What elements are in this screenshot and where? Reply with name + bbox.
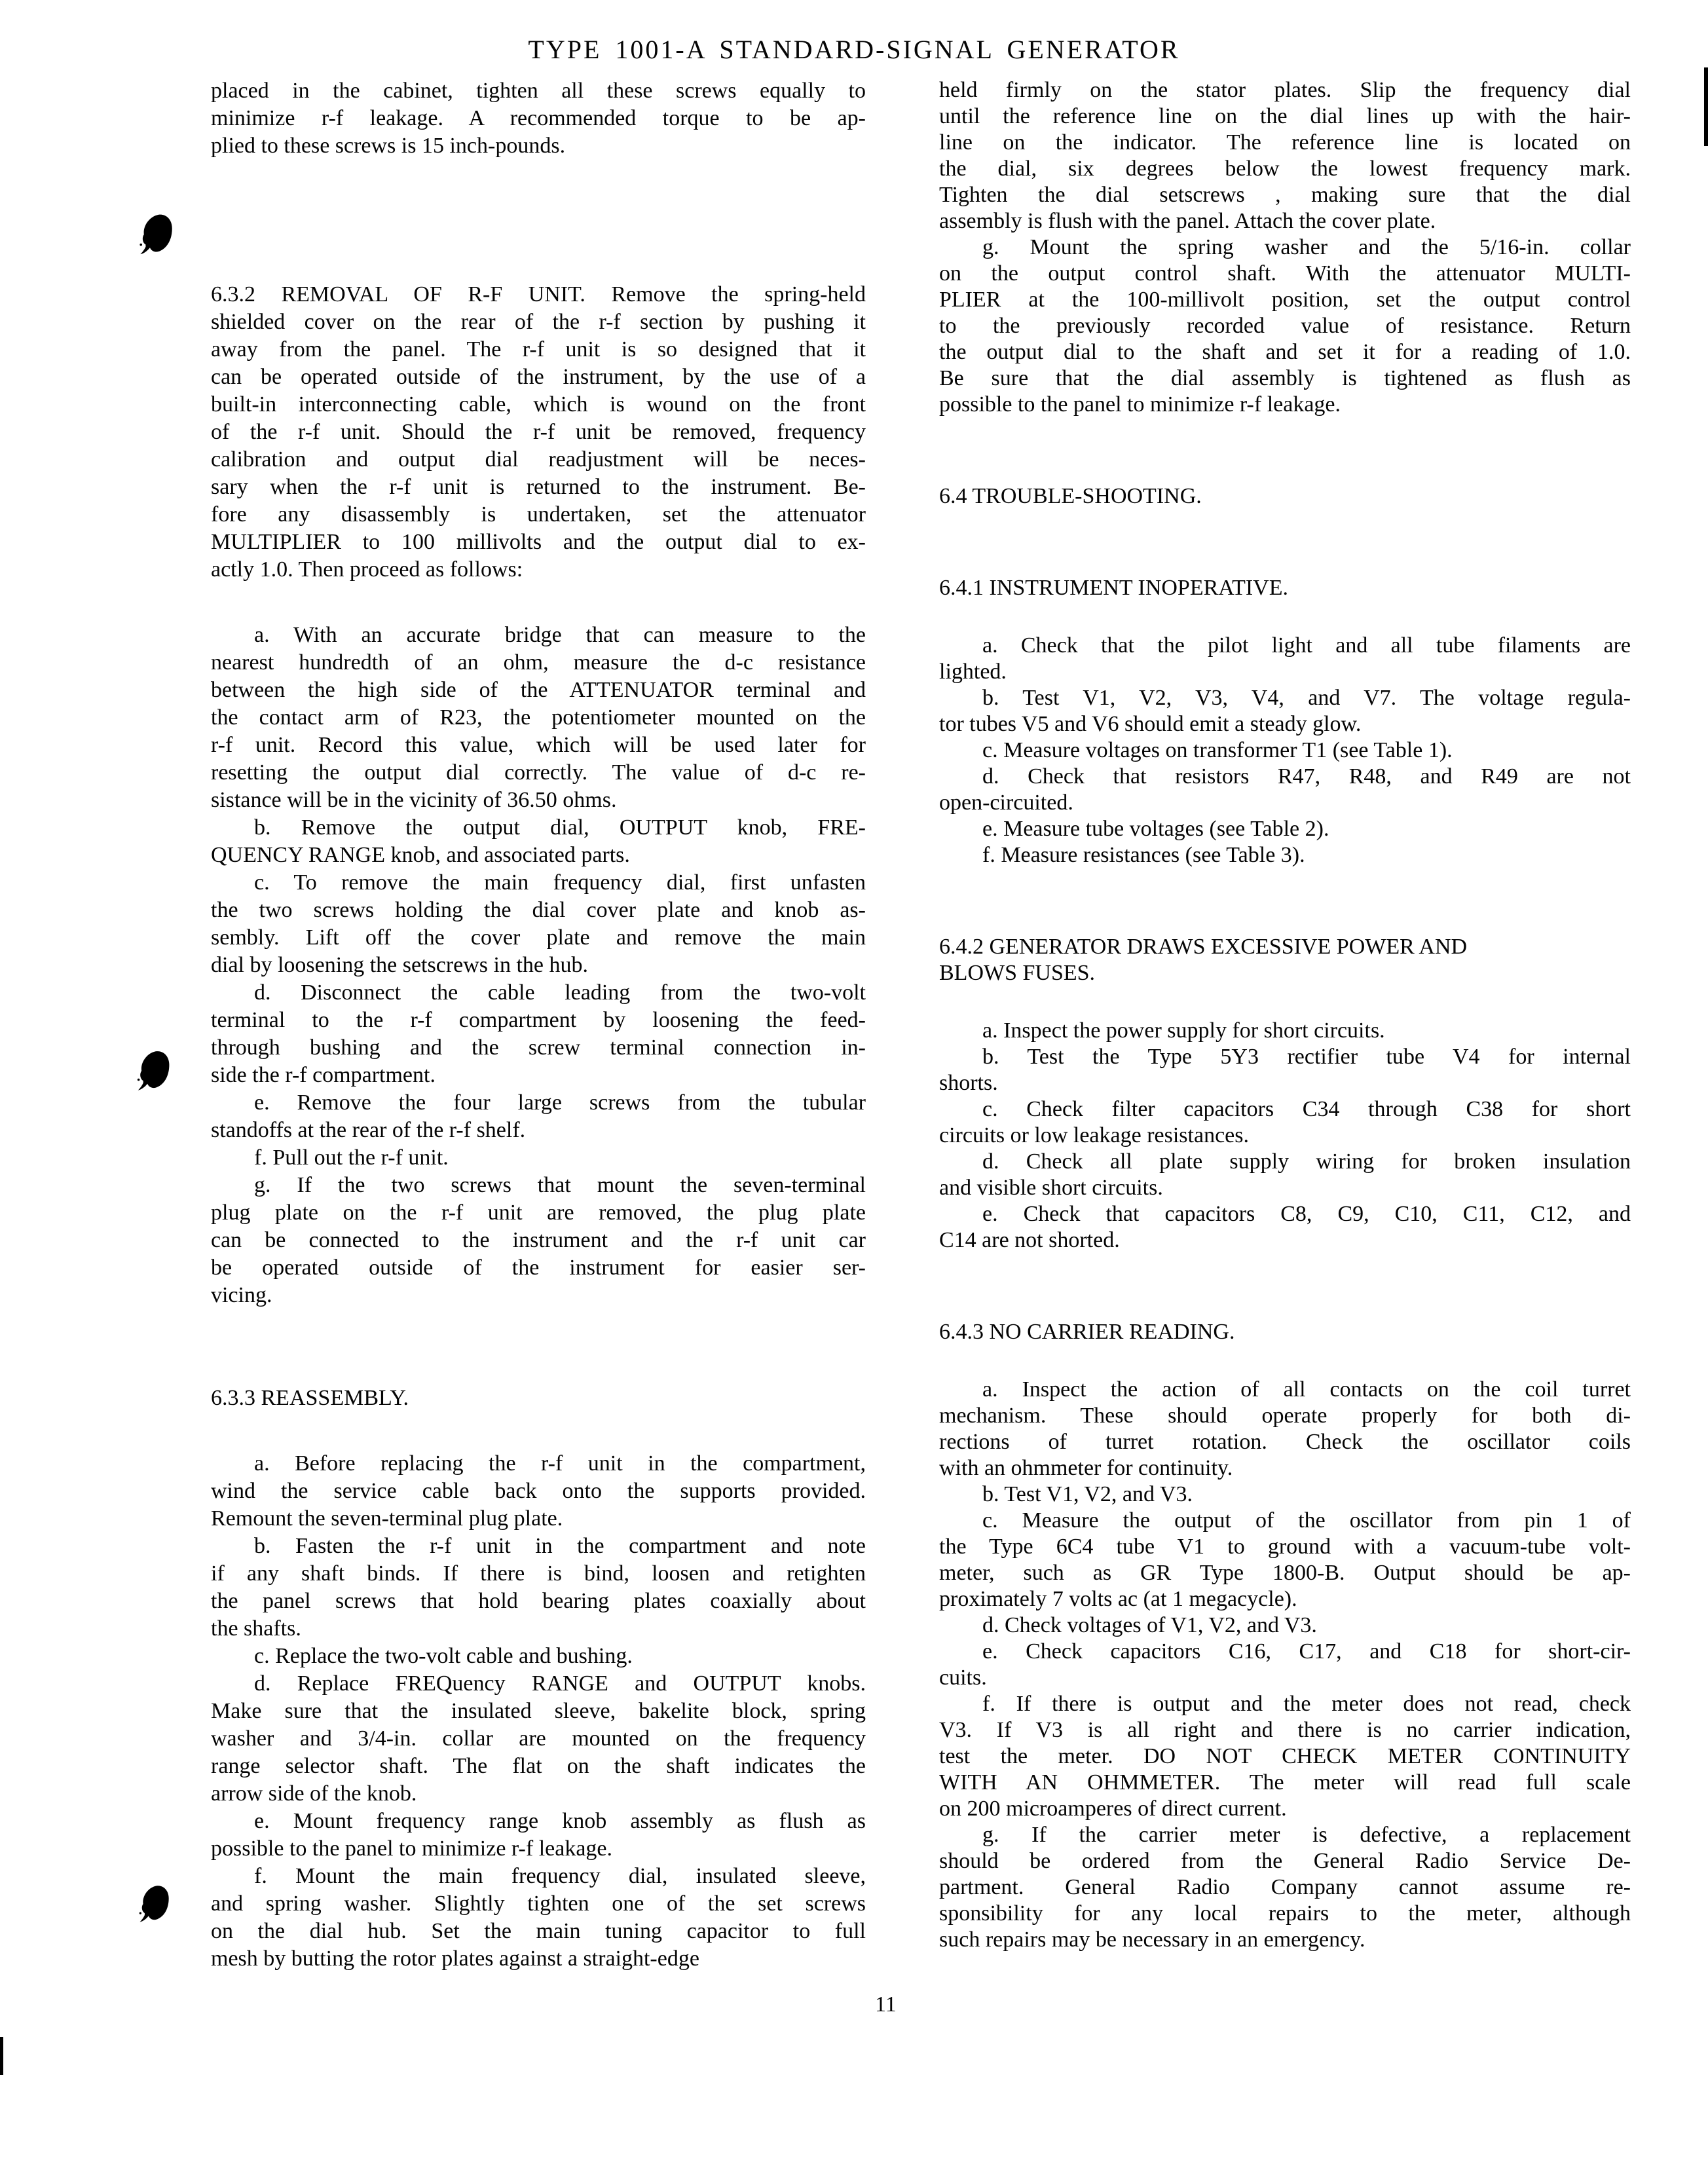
text-line: f. If there is output and the meter does not read, check xyxy=(982,1692,1631,1716)
text-line: vicing. xyxy=(211,1283,272,1307)
text-line: e. Mount frequency range knob assembly as flush as xyxy=(254,1809,866,1833)
text-line: f. Pull out the r-f unit. xyxy=(254,1145,449,1170)
text-line: held firmly on the stator plates. Slip the frequency dial xyxy=(939,78,1631,102)
text-line: b. Fasten the r-f unit in the compartment and note xyxy=(254,1534,866,1558)
text-line: circuits or low leakage resistances. xyxy=(939,1123,1249,1147)
text-line: Remount the seven-terminal plug plate. xyxy=(211,1506,563,1531)
text-line: be operated outside of the instrument for easier ser- xyxy=(211,1256,866,1280)
text-line: shorts. xyxy=(939,1071,998,1095)
text-line: arrow side of the knob. xyxy=(211,1781,417,1806)
text-line: sary when the r-f unit is returned to the instrument. Be- xyxy=(211,475,866,499)
text-line: test the meter. DO NOT CHECK METER CONTINUITY xyxy=(939,1744,1631,1768)
section-heading xyxy=(939,1319,1631,1345)
paragraph xyxy=(211,979,866,1089)
text-line: plied to these screws is 15 inch-pounds. xyxy=(211,134,566,158)
text-line: can be operated outside of the instrument, by the use of a xyxy=(211,365,866,389)
text-line: such repairs may be necessary in an emergency. xyxy=(939,1927,1365,1952)
text-line: d. Check that resistors R47, R48, and R49 are not xyxy=(982,764,1631,789)
text-line: wind the service cable back onto the supports provided. xyxy=(211,1479,866,1503)
text-line: b. Test V1, V2, and V3. xyxy=(982,1482,1193,1506)
paragraph xyxy=(939,737,1631,764)
text-line: built-in interconnecting cable, which is wound on the front xyxy=(211,392,866,417)
text-line: a. Inspect the action of all contacts on the coil turret xyxy=(982,1377,1631,1402)
text-line: on the dial hub. Set the main tuning capacitor to full xyxy=(211,1919,866,1943)
text-line: the dial, six degrees below the lowest frequency mark. xyxy=(939,157,1631,181)
paragraph xyxy=(211,1808,866,1863)
text-line: d. Check voltages of V1, V2, and V3. xyxy=(982,1613,1317,1637)
text-line: d. Check all plate supply wiring for broken insulation xyxy=(982,1149,1631,1174)
text-line: e. Check that capacitors C8, C9, C10, C11, C12, and xyxy=(982,1202,1631,1226)
text-line: dial by loosening the setscrews in the hub. xyxy=(211,953,589,977)
text-columns xyxy=(211,77,1631,1973)
text-line: Be sure that the dial assembly is tightened as flush as xyxy=(939,366,1631,390)
scan-edge-mark xyxy=(0,2037,3,2075)
paragraph xyxy=(211,869,866,979)
text-line: c. To remove the main frequency dial, first unfasten xyxy=(254,870,866,895)
paragraph xyxy=(939,1377,1631,1481)
paragraph xyxy=(211,1643,866,1670)
paragraph xyxy=(939,234,1631,418)
text-line: possible to the panel to minimize r-f leakage. xyxy=(211,1836,613,1861)
text-line: the panel screws that hold bearing plates coaxially about xyxy=(211,1589,866,1613)
section-heading xyxy=(211,1385,866,1412)
text-line: g. If the two screws that mount the seven-terminal xyxy=(254,1173,866,1197)
text-line: the shafts. xyxy=(211,1616,301,1641)
text-line: fore any disassembly is undertaken, set the attenuator xyxy=(211,502,866,527)
text-line: side the r-f compartment. xyxy=(211,1063,436,1087)
text-line: g. Mount the spring washer and the 5/16-in. collar xyxy=(982,235,1631,259)
text-line: Make sure that the insulated sleeve, bakelite block, spring xyxy=(211,1699,866,1723)
paragraph xyxy=(939,842,1631,868)
paragraph xyxy=(211,622,866,814)
paragraph xyxy=(211,1089,866,1144)
text-line: C14 are not shorted. xyxy=(939,1228,1120,1252)
text-line: sembly. Lift off the cover plate and remove the main xyxy=(211,925,866,950)
text-line: standoffs at the rear of the r-f shelf. xyxy=(211,1118,526,1142)
text-line: shielded cover on the rear of the r-f section by pushing it xyxy=(211,310,866,334)
paragraph xyxy=(939,1201,1631,1254)
text-line: d. Replace FREQuency RANGE and OUTPUT knobs. xyxy=(254,1671,866,1696)
paragraph xyxy=(939,77,1631,234)
text-line: c. Measure voltages on transformer T1 (see Table 1). xyxy=(982,738,1453,762)
paragraph xyxy=(211,1863,866,1973)
text-line: b. Remove the output dial, OUTPUT knob, FRE- xyxy=(254,815,866,840)
paragraph xyxy=(211,1670,866,1808)
section-heading xyxy=(939,483,1631,510)
text-line: rections of turret rotation. Check the oscillator coils xyxy=(939,1430,1631,1454)
text-line: nearest hundredth of an ohm, measure the d-c resistance xyxy=(211,650,866,675)
paragraph xyxy=(211,1450,866,1533)
text-line: a. With an accurate bridge that can measure to the xyxy=(254,623,866,647)
text-line: a. Check that the pilot light and all tube filaments are xyxy=(982,633,1631,658)
text-line: 6.3.2 REMOVAL OF R-F UNIT. Remove the spring-held xyxy=(211,282,866,307)
text-line: can be connected to the instrument and the r-f unit car xyxy=(211,1228,866,1252)
text-line: g. If the carrier meter is defective, a replacement xyxy=(982,1823,1631,1847)
text-line: c. Check filter capacitors C34 through C38 for short xyxy=(982,1097,1631,1121)
text-line: Tighten the dial setscrews , making sure that the dial xyxy=(939,183,1631,207)
text-line: d. Disconnect the cable leading from the two-volt xyxy=(254,980,866,1005)
text-line: to the previously recorded value of resistance. Return xyxy=(939,314,1631,338)
paragraph xyxy=(211,281,866,584)
ink-blot xyxy=(136,1047,172,1095)
text-line: on 200 microamperes of direct current. xyxy=(939,1797,1287,1821)
text-line: and visible short circuits. xyxy=(939,1176,1163,1200)
section-heading xyxy=(939,575,1631,601)
paragraph xyxy=(939,633,1631,685)
paragraph xyxy=(939,1481,1631,1508)
text-line: tor tubes V5 and V6 should emit a steady glow. xyxy=(939,712,1362,736)
text-line: partment. General Radio Company cannot assume re- xyxy=(939,1875,1631,1899)
text-line: calibration and output dial readjustment will be neces- xyxy=(211,447,866,472)
text-line: between the high side of the ATTENUATOR terminal and xyxy=(211,678,866,702)
text-line: 6.3.3 REASSEMBLY. xyxy=(211,1386,409,1410)
paragraph xyxy=(211,1533,866,1643)
text-line: PLIER at the 100-millivolt position, set the output control xyxy=(939,288,1631,312)
paragraph xyxy=(211,814,866,869)
paragraph xyxy=(939,1612,1631,1639)
text-line: sponsibility for any local repairs to the meter, although xyxy=(939,1901,1631,1926)
text-line: r-f unit. Record this value, which will be used later for xyxy=(211,733,866,757)
paragraph xyxy=(939,1044,1631,1096)
text-line: the Type 6C4 tube V1 to ground with a vacuum-tube volt- xyxy=(939,1535,1631,1559)
text-line: mechanism. These should operate properly for both di- xyxy=(939,1404,1631,1428)
text-line: should be ordered from the General Radio Service De- xyxy=(939,1849,1631,1873)
text-line: mesh by butting the rotor plates against a straight-edge xyxy=(211,1946,699,1971)
text-line: through bushing and the screw terminal connection in- xyxy=(211,1035,866,1060)
text-line: possible to the panel to minimize r-f leakage. xyxy=(939,392,1341,417)
left-column xyxy=(211,77,866,1973)
text-line: a. Before replacing the r-f unit in the compartment, xyxy=(254,1451,866,1476)
text-line: meter, such as GR Type 1800-B. Output should be ap- xyxy=(939,1561,1631,1585)
text-line: on the output control shaft. With the attenuator MULTI- xyxy=(939,261,1631,286)
text-line: placed in the cabinet, tighten all these screws equally to xyxy=(211,79,866,103)
text-line: assembly is flush with the panel. Attach the cover plate. xyxy=(939,209,1436,233)
text-line: WITH AN OHMMETER. The meter will read full scale xyxy=(939,1770,1631,1795)
text-line: and spring washer. Slightly tighten one of the set screws xyxy=(211,1891,866,1916)
scan-edge-mark xyxy=(1704,67,1708,146)
paragraph xyxy=(211,1144,866,1172)
paragraph xyxy=(939,1691,1631,1822)
paragraph xyxy=(211,1172,866,1309)
text-line: actly 1.0. Then proceed as follows: xyxy=(211,557,523,582)
text-line: terminal to the r-f compartment by loosening the feed- xyxy=(211,1008,866,1032)
paragraph xyxy=(939,1508,1631,1612)
text-line: b. Test the Type 5Y3 rectifier tube V4 for internal xyxy=(982,1045,1631,1069)
text-line: c. Replace the two-volt cable and bushing. xyxy=(254,1644,633,1668)
text-line: open-circuited. xyxy=(939,791,1073,815)
right-column xyxy=(939,77,1631,1973)
text-line: sistance will be in the vicinity of 36.50 ohms. xyxy=(211,788,617,812)
text-line: e. Check capacitors C16, C17, and C18 for short-cir- xyxy=(982,1639,1631,1664)
page-number: 11 xyxy=(875,1992,897,2017)
paragraph xyxy=(939,1096,1631,1149)
text-line: the two screws holding the dial cover plate and knob as- xyxy=(211,898,866,922)
text-line: lighted. xyxy=(939,660,1007,684)
text-line: the output dial to the shaft and set it for a reading of 1.0. xyxy=(939,340,1631,364)
section-heading xyxy=(939,934,1631,986)
text-line: e. Measure tube voltages (see Table 2). xyxy=(982,817,1329,841)
text-line: with an ohmmeter for continuity. xyxy=(939,1456,1233,1480)
text-line: V3. If V3 is all right and there is no carrier indication, xyxy=(939,1718,1631,1742)
paragraph xyxy=(939,685,1631,737)
text-line: line on the indicator. The reference line is located on xyxy=(939,130,1631,155)
text-line: of the r-f unit. Should the r-f unit be removed, frequency xyxy=(211,420,866,444)
text-line: b. Test V1, V2, V3, V4, and V7. The voltage regula- xyxy=(982,686,1631,710)
text-line: 6.4.3 NO CARRIER READING. xyxy=(939,1320,1235,1344)
text-line: f. Mount the main frequency dial, insulated sleeve, xyxy=(254,1864,866,1888)
text-line: the contact arm of R23, the potentiometer mounted on the xyxy=(211,705,866,730)
text-line: proximately 7 volts ac (at 1 megacycle). xyxy=(939,1587,1297,1611)
text-line: MULTIPLIER to 100 millivolts and the output dial to ex- xyxy=(211,530,866,554)
paragraph xyxy=(211,77,866,160)
text-line: cuits. xyxy=(939,1666,987,1690)
paragraph xyxy=(939,1018,1631,1044)
paragraph xyxy=(939,1149,1631,1201)
ink-blot xyxy=(138,1881,171,1927)
text-line: 6.4.1 INSTRUMENT INOPERATIVE. xyxy=(939,576,1288,600)
text-line: e. Remove the four large screws from the tubular xyxy=(254,1090,866,1115)
text-line: until the reference line on the dial lines up with the hair- xyxy=(939,104,1631,128)
text-line: BLOWS FUSES. xyxy=(939,961,1096,985)
text-line: plug plate on the r-f unit are removed, the plug plate xyxy=(211,1201,866,1225)
text-line: away from the panel. The r-f unit is so designed that it xyxy=(211,337,866,362)
text-line: range selector shaft. The flat on the shaft indicates the xyxy=(211,1754,866,1778)
paragraph xyxy=(939,1822,1631,1953)
text-line: f. Measure resistances (see Table 3). xyxy=(982,843,1305,867)
text-line: a. Inspect the power supply for short circuits. xyxy=(982,1018,1385,1043)
text-line: washer and 3/4-in. collar are mounted on the frequency xyxy=(211,1726,866,1751)
text-line: 6.4 TROUBLE-SHOOTING. xyxy=(939,484,1202,508)
page-title: TYPE 1001-A STANDARD-SIGNAL GENERATOR xyxy=(528,35,1180,64)
ink-blot xyxy=(138,214,176,255)
text-line: 6.4.2 GENERATOR DRAWS EXCESSIVE POWER AND xyxy=(939,935,1468,959)
text-line: minimize r-f leakage. A recommended torque to be ap- xyxy=(211,106,866,130)
paragraph xyxy=(939,816,1631,842)
paragraph xyxy=(939,1639,1631,1691)
text-line: QUENCY RANGE knob, and associated parts. xyxy=(211,843,630,867)
paragraph xyxy=(939,764,1631,816)
text-line: resetting the output dial correctly. The value of d-c re- xyxy=(211,760,866,785)
text-line: c. Measure the output of the oscillator from pin 1 of xyxy=(982,1508,1631,1533)
text-line: if any shaft binds. If there is bind, loosen and retighten xyxy=(211,1561,866,1586)
